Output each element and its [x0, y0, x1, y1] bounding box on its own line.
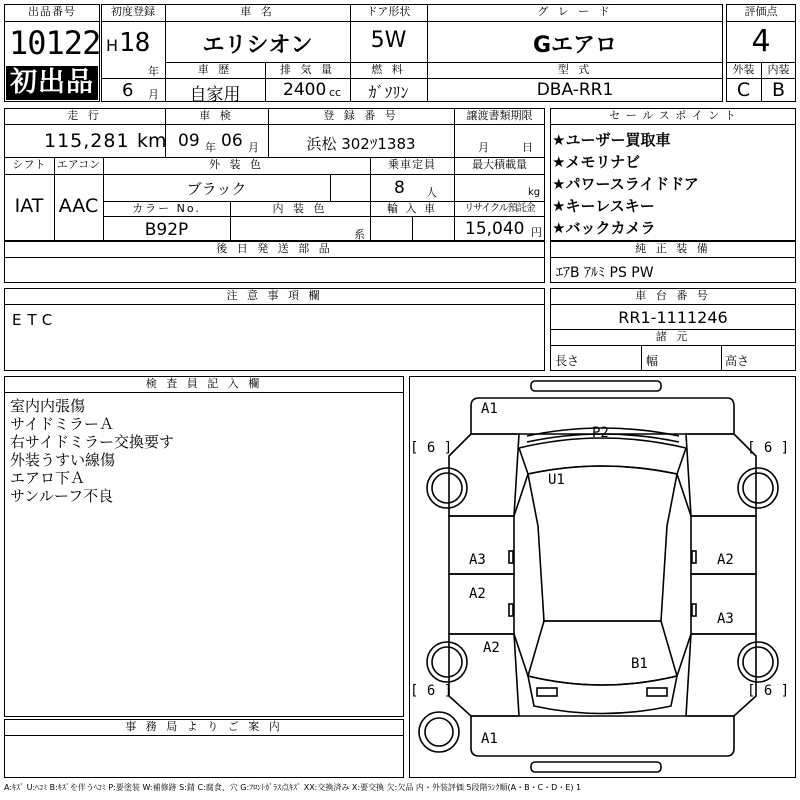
rear-panel: [471, 716, 734, 756]
interior-color-label: 内 装 色: [272, 202, 328, 215]
inspection-month-unit: 月: [248, 141, 259, 154]
displacement-label: 排 気 量: [280, 63, 335, 76]
grade: Gエアロ: [532, 33, 618, 58]
notes-label: 注 意 事 項 欄: [226, 289, 323, 302]
length-label: 長さ: [555, 354, 580, 368]
sales-point-item: ★バックカメラ: [552, 219, 656, 237]
interior-grade: B: [771, 79, 786, 101]
max-load-label: 最大積載量: [472, 158, 527, 171]
legend: A:ｷｽﾞ U:ﾍｺﾐ B:ｷｽﾞを伴うﾍｺﾐ P:要塗装 W:補修跡 S:錆 C:腐食、穴 G:ﾌﾛﾝﾄｶﾞﾗｽ点ｷｽﾞ XX:交換済み X:要交換 欠:欠品 内・外装評価 5段階ﾗﾝｸ順(A・B・C・D・E) 1: [4, 783, 582, 792]
tire-rear-right-inner: [743, 647, 773, 677]
inspector-line: 外装うすい線傷: [10, 451, 116, 469]
color-number-label: カラー No.: [132, 202, 201, 215]
color-label: 外 装 色: [209, 158, 264, 171]
score-label: 評価点: [744, 5, 778, 18]
chassis-label: 車 台 番 号: [635, 289, 711, 302]
car-name: エリシオン: [202, 33, 313, 58]
era: H: [106, 36, 119, 55]
load-unit: kg: [528, 187, 541, 198]
tire-depth: [ 6 ]: [410, 440, 453, 456]
door-type: 5W: [370, 28, 407, 53]
color-number: B92P: [144, 220, 189, 240]
roof: [528, 466, 677, 621]
dimensions-label: 諸 元: [655, 330, 691, 343]
sales-point-item: ★パワースライドドア: [552, 175, 699, 193]
chassis-number: RR1-1111246: [618, 308, 728, 327]
inspection-year: 09: [178, 131, 200, 151]
damage-label: A2: [717, 552, 734, 568]
inspector-line: エアロ下Ａ: [10, 469, 86, 487]
tire-front-left-inner: [432, 473, 462, 503]
transfer-month: 月: [478, 141, 489, 154]
width-label: 幅: [646, 354, 659, 368]
inspector-line: サイドミラーＡ: [10, 415, 114, 433]
month-unit: 月: [148, 88, 159, 101]
inspector-line: 室内内張傷: [10, 397, 86, 415]
shift: IAT: [14, 195, 44, 217]
interior-label: 内装: [767, 63, 790, 76]
history-label: 車 歴: [197, 63, 233, 76]
recycle-label: リサイクル預託金: [464, 203, 535, 214]
shift-label: シフト: [12, 158, 46, 171]
year-unit: 年: [148, 65, 159, 78]
left-rear-door: [449, 574, 514, 634]
fuel-label: 燃 料: [371, 63, 406, 76]
tire-rear-right: [738, 642, 778, 682]
model-label: 型 式: [557, 63, 593, 76]
lot-number: 10122: [9, 24, 101, 62]
registration-month: 6: [122, 80, 134, 101]
sales-point-item: ★キーレスキー: [552, 197, 655, 215]
sales-point-item: ★メモリナビ: [552, 153, 641, 171]
exterior-grade: C: [736, 79, 751, 101]
capacity-label: 乗車定員: [388, 158, 436, 171]
inspection-label: 車 検: [199, 109, 234, 122]
model-code: DBA-RR1: [536, 80, 614, 100]
later-parts-label: 後 日 発 送 部 品: [216, 242, 333, 255]
rear-window: [528, 621, 677, 685]
damage-label: U1: [548, 472, 565, 488]
displacement: 2400: [283, 80, 327, 100]
damage-label: A3: [469, 552, 486, 568]
tire-front-right-inner: [743, 473, 773, 503]
tailgate: [528, 676, 677, 714]
sales-point-item: ★ユーザー買取車: [552, 131, 671, 149]
import-label: 輸 入 車: [387, 202, 437, 215]
tire-depth: [ 6 ]: [747, 440, 790, 456]
first-registration-label: 初度登録: [111, 5, 155, 18]
ac-label: エアコン: [56, 158, 101, 171]
damage-label: A1: [481, 731, 498, 747]
score: 4: [751, 24, 771, 59]
equipment-value: ｴｱB ｱﾙﾐ PS PW: [556, 265, 654, 281]
registration-year: 18: [119, 28, 151, 58]
damage-label: P2: [592, 425, 609, 441]
tire-front-left: [427, 468, 467, 508]
office-label: 事 務 局 よ り ご 案 内: [125, 720, 283, 733]
inspector-label: 検 査 員 記 入 欄: [145, 377, 263, 390]
history: 自家用: [189, 85, 241, 105]
tire-front-right: [738, 468, 778, 508]
inspector-line: サンルーフ不良: [10, 487, 114, 505]
mileage: 115,281: [44, 130, 130, 152]
damage-label: A1: [481, 401, 498, 417]
door-label: ドア形状: [366, 5, 411, 18]
sales-points-label: セ ー ル ス ポ イ ン ト: [609, 109, 737, 122]
capacity-unit: 人: [426, 186, 437, 199]
damage-label: A2: [469, 586, 486, 602]
capacity: 8: [394, 178, 405, 198]
plate-label: 登 録 番 号: [323, 109, 399, 122]
cc-unit: cc: [329, 86, 342, 99]
inspection-year-unit: 年: [205, 141, 216, 154]
tire-depth: [ 6 ]: [410, 683, 453, 699]
transfer-label: 譲渡書類期限: [466, 109, 533, 122]
plate-number: 浜松 302ﾂ1383: [306, 135, 416, 153]
grade-label: グ レ ー ド: [537, 5, 613, 18]
inspector-line: 右サイドミラー交換要す: [10, 433, 174, 451]
km-unit: km: [137, 130, 167, 152]
transfer-day: 日: [522, 141, 533, 154]
fuel: ｶﾞｿﾘﾝ: [368, 83, 409, 102]
tire-rear-left-inner: [432, 647, 462, 677]
damage-label: B1: [631, 656, 648, 672]
tire-depth: [ 6 ]: [747, 683, 790, 699]
tire-rear-left: [427, 642, 467, 682]
windshield: [519, 438, 686, 474]
exterior-label: 外装: [732, 63, 755, 76]
car-name-label: 車 名: [240, 5, 275, 18]
interior-color-unit: 系: [354, 228, 365, 241]
exterior-color: ブラック: [186, 180, 247, 198]
height-label: 高さ: [725, 354, 750, 368]
mileage-label: 走 行: [67, 109, 102, 122]
recycle-unit: 円: [531, 226, 542, 239]
front-bumper: [531, 381, 661, 391]
rear-bumper: [531, 762, 661, 772]
recycle-fee: 15,040: [465, 219, 525, 239]
inspection-month: 06: [221, 131, 243, 151]
ac: AAC: [58, 195, 99, 217]
damage-label: A2: [483, 640, 500, 656]
notes-value: ETC: [12, 311, 59, 329]
equipment-label: 純 正 装 備: [635, 242, 711, 255]
first-listing-badge: 初出品: [6, 66, 98, 100]
lot-number-label: 出品番号: [28, 5, 76, 18]
damage-label: A3: [717, 611, 734, 627]
